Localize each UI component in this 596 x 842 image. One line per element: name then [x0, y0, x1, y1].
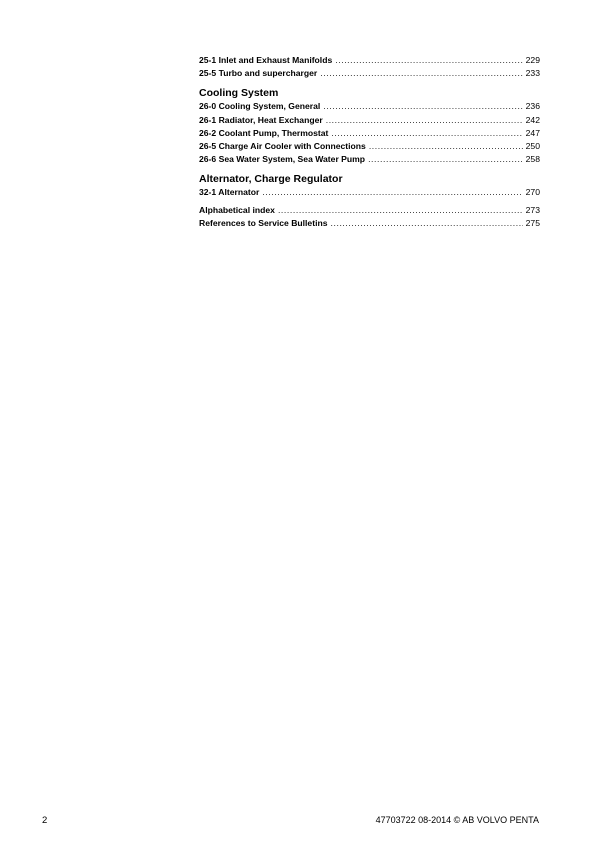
toc-entry-sea-water-system[interactable]	[199, 153, 540, 166]
toc-entry-page: 275	[525, 217, 540, 228]
toc-entry-title: 25-1 Inlet and Exhaust Manifolds	[199, 55, 333, 65]
dot-leader	[368, 153, 523, 166]
toc-entry-page: 242	[525, 114, 540, 125]
dot-leader	[262, 186, 522, 199]
toc-entry-coolant-pump-thermostat[interactable]	[199, 127, 540, 140]
toc-entry-turbo-supercharger[interactable]	[199, 67, 540, 80]
dot-leader	[330, 217, 522, 230]
dot-leader	[320, 67, 522, 80]
dot-leader	[278, 204, 523, 217]
toc-entry-title: 26-1 Radiator, Heat Exchanger	[199, 114, 323, 125]
dot-leader	[369, 140, 523, 153]
toc-entry-cooling-system-general[interactable]	[199, 100, 540, 113]
toc-entry-title: 25-5 Turbo and supercharger	[199, 68, 318, 79]
toc-entry-title: 32-1 Alternator	[199, 187, 260, 198]
toc-entry-radiator-heat-exchanger[interactable]	[199, 114, 540, 127]
section-heading-alternator: Alternator, Charge Regulator	[199, 173, 343, 186]
toc-entry-title: 26-6 Sea Water System, Sea Water Pump	[199, 154, 366, 165]
toc-entry-service-bulletins[interactable]	[199, 217, 540, 230]
dot-leader	[331, 127, 522, 140]
toc-entry-page: 233	[525, 68, 540, 79]
footer-document-info: 47703722 08-2014 © AB VOLVO PENTA	[375, 815, 539, 825]
toc-entry-title: References to Service Bulletins	[199, 217, 328, 228]
toc-entry-page: 229	[525, 55, 540, 65]
section-heading-cooling-system: Cooling System	[199, 87, 279, 100]
toc-entry-page: 273	[525, 204, 540, 215]
toc-entry-charge-air-cooler[interactable]	[199, 140, 540, 153]
dot-leader	[326, 114, 523, 127]
toc-entry-page: 250	[525, 140, 540, 151]
toc-entry-inlet-exhaust-manifolds[interactable]	[199, 54, 540, 67]
toc-entry-title: 26-2 Coolant Pump, Thermostat	[199, 127, 329, 138]
toc-entry-title: 26-0 Cooling System, General	[199, 101, 321, 112]
toc-entry-alphabetical-index[interactable]	[199, 204, 540, 217]
toc-entry-page: 270	[525, 187, 540, 198]
table-of-contents	[199, 54, 540, 230]
toc-entry-page: 247	[525, 127, 540, 138]
dot-leader	[335, 54, 522, 67]
toc-entry-alternator[interactable]	[199, 186, 540, 199]
dot-leader	[323, 100, 522, 113]
footer-page-number: 2	[42, 815, 48, 826]
toc-entry-page: 258	[525, 154, 540, 165]
toc-entry-title: Alphabetical index	[199, 204, 275, 215]
toc-entry-page: 236	[525, 101, 540, 112]
toc-entry-title: 26-5 Charge Air Cooler with Connections	[199, 140, 366, 151]
